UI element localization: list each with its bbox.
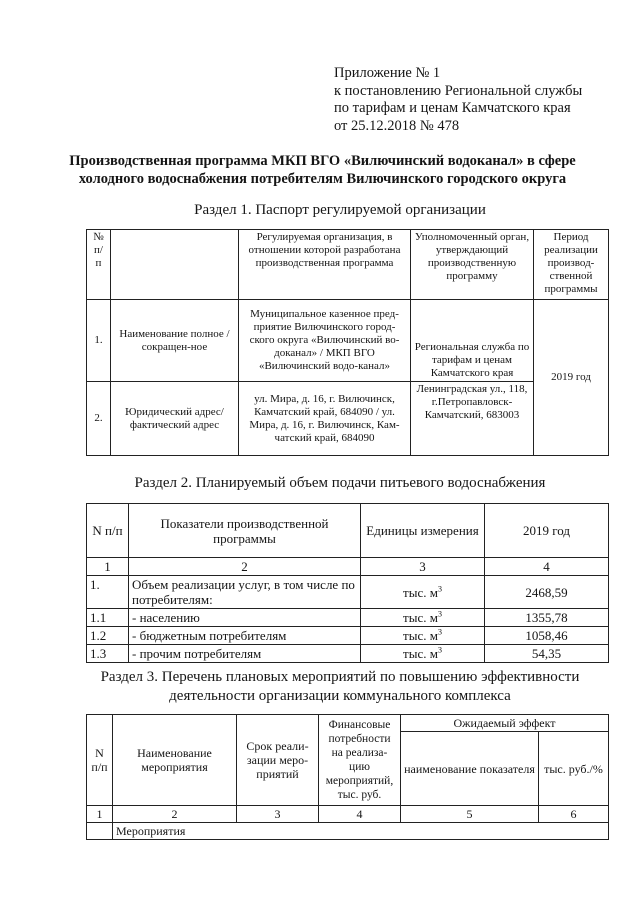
activities-label: Мероприятия [113,823,609,840]
table-row [87,645,609,663]
appendix-line: Приложение № 1 [334,65,441,81]
document-title [40,152,605,188]
row-label: Юридический адрес/фактический адрес [111,382,239,456]
column-number: 2 [113,806,237,823]
row-num: 1.2 [87,627,129,645]
row-value: 2468,59 [485,576,609,609]
header-rub: тыс. руб./% [539,732,609,806]
column-number: 3 [361,558,485,576]
table-header-row [87,230,609,300]
row-value: 54,35 [485,645,609,663]
program-period: 2019 год [534,300,609,456]
header-unit: Единицы измерения [361,504,485,558]
header-period: Период реализации производ-ственной программы [534,230,609,300]
row-unit: тыс. $м^3$ [361,645,485,663]
header-name: Наименование мероприятия [113,715,237,806]
title-line: холодного водоснабжения потребителям Вилючинского городского округа [78,171,567,187]
org-address-value: ул. Мира, д. 16, г. Вилючинск, Камчатский край, 684090 / ул. Мира, д. 16, г. Вилючинск, Кам-чатский край, 684090 [239,382,411,456]
column-number: 1 [87,558,129,576]
header-organization: Регулируемая организация, в отношении которой разработана производственная программа [239,230,411,300]
section3-title-line: Раздел 3. Перечень плановых мероприятий по повышению эффективности [100,669,580,685]
table-row [87,609,609,627]
table-row [87,627,609,645]
row-num: 1.3 [87,645,129,663]
row-num: 2. [87,382,111,456]
header-num: N п/п [87,504,129,558]
table-row [87,823,609,840]
row-num: 1. [87,300,111,382]
row-value: 1058,46 [485,627,609,645]
row-value: 1355,78 [485,609,609,627]
header-year: 2019 год [485,504,609,558]
section3-title-line: деятельности организации коммунального комплекса [169,688,511,704]
header-indicator: Показатели производственной программы [129,504,361,558]
column-number: 1 [87,806,113,823]
table-row [87,576,609,609]
row-name: Объем реализации услуг, в том числе по потребителям: [129,576,361,609]
table-header-row [87,715,609,732]
header-num: № п/ п [87,230,111,300]
column-number: 4 [319,806,401,823]
header-effect: Ожидаемый эффект [401,715,609,732]
row-name: - прочим потребителям [129,645,361,663]
organization-passport-table [86,229,609,456]
row-unit: тыс. $м^3$ [361,627,485,645]
section1-title: Раздел 1. Паспорт регулируемой организации [194,202,486,218]
title-line: Производственная программа МКП ВГО «Вилючинский водоканал» в сфере [69,153,576,169]
water-supply-volume-table [86,503,609,663]
row-unit: тыс. $м^3$ [361,609,485,627]
section3-title [40,668,640,706]
column-number: 2 [129,558,361,576]
column-number: 6 [539,806,609,823]
empty-cell [87,823,113,840]
table-row [87,382,609,456]
header-empty [111,230,239,300]
appendix-block [334,65,624,135]
efficiency-measures-table [86,714,609,840]
row-name: - населению [129,609,361,627]
org-name-value: Муниципальное казенное пред-приятие Вилючинского город-ского округа «Вилючинский во-доканал» / МКП ВГО «Вилючинский водо-канал» [239,300,411,382]
section2-title: Раздел 2. Планируемый объем подачи питьевого водоснабжения [134,475,546,491]
appendix-line: к постановлению Региональной службы [334,82,583,99]
authority-name: Региональная служба по тарифам и ценам Камчатского края [411,300,534,382]
row-unit: тыс. $м^3$ [361,576,485,609]
appendix-line: от 25.12.2018 № 478 [334,117,460,134]
table-header-row [87,504,609,558]
row-name: - бюджетным потребителям [129,627,361,645]
appendix-line: по тарифам и ценам Камчатского края [334,100,571,116]
header-finance: Финансовые потребности на реализа-цию мероприятий, тыс. руб. [319,715,401,806]
authority-address: Ленинградская ул., 118, г.Петропавловск-Камчатский, 683003 [411,382,534,456]
column-number: 4 [485,558,609,576]
row-label: Наименование полное / сокращен-ное [111,300,239,382]
header-term: Срок реали-зации меро-приятий [237,715,319,806]
column-number-row [87,558,609,576]
table-row [87,300,609,382]
column-number: 5 [401,806,539,823]
column-number-row [87,806,609,823]
column-number: 3 [237,806,319,823]
row-num: 1.1 [87,609,129,627]
header-authority: Уполномоченный орган, утверждающий производственную программу [411,230,534,300]
row-num: 1. [87,576,129,609]
header-indicator: наименование показателя [401,732,539,806]
header-num: N п/п [87,715,113,806]
